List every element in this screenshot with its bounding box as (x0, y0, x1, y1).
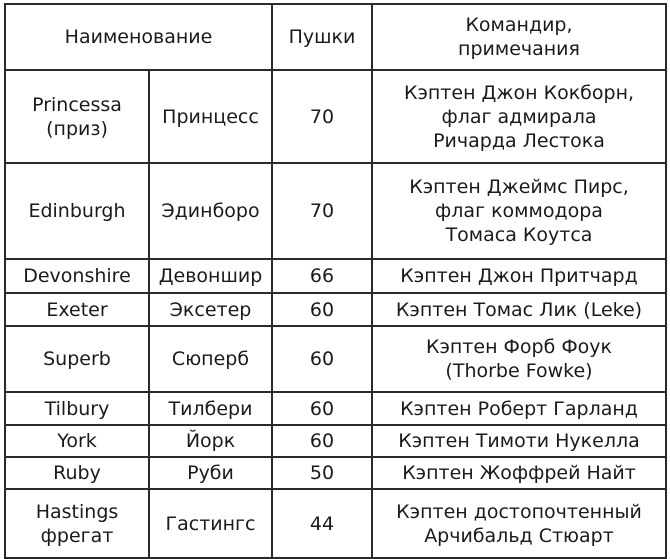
header-row (5, 4, 666, 70)
cell-guns: 60 (272, 425, 372, 457)
header-name: Наименование (5, 4, 272, 70)
cell-name-en: Princessa (приз) (5, 70, 149, 163)
table-row (5, 326, 666, 392)
cell-commander: Кэптен Роберт Гарланд (372, 392, 666, 425)
cell-guns: 60 (272, 392, 372, 425)
table-row (5, 163, 666, 259)
cell-commander: Кэптен Джон Притчард (372, 259, 666, 293)
table-row (5, 425, 666, 457)
table-row (5, 489, 666, 558)
cell-name-ru: Сюперб (149, 326, 272, 392)
cell-commander: Кэптен Форб Фоук (Thorbe Fowke) (372, 326, 666, 392)
cell-commander: Кэптен Джон Кокборн, флаг адмирала Ричарда Лестока (372, 70, 666, 163)
cell-name-en: Hastings фрегат (5, 489, 149, 558)
cell-name-ru: Гастингс (149, 489, 272, 558)
cell-name-ru: Йорк (149, 425, 272, 457)
cell-guns: 50 (272, 457, 372, 489)
cell-name-ru: Девоншир (149, 259, 272, 293)
cell-guns: 60 (272, 326, 372, 392)
cell-name-en: Tilbury (5, 392, 149, 425)
cell-commander: Кэптен Джеймс Пирс, флаг коммодора Томаса Коутса (372, 163, 666, 259)
header-guns: Пушки (272, 4, 372, 70)
cell-name-en: Devonshire (5, 259, 149, 293)
header-commander: Командир, примечания (372, 4, 666, 70)
cell-name-en: Exeter (5, 293, 149, 326)
cell-guns: 70 (272, 70, 372, 163)
table-row (5, 457, 666, 489)
table-row (5, 392, 666, 425)
cell-commander: Кэптен Томас Лик (Leke) (372, 293, 666, 326)
cell-name-en: Ruby (5, 457, 149, 489)
cell-name-ru: Тилбери (149, 392, 272, 425)
table-row (5, 293, 666, 326)
cell-guns: 70 (272, 163, 372, 259)
ships-table (4, 3, 667, 559)
cell-commander: Кэптен Жоффрей Найт (372, 457, 666, 489)
cell-name-en: Superb (5, 326, 149, 392)
cell-name-en: York (5, 425, 149, 457)
cell-name-ru: Руби (149, 457, 272, 489)
table-row (5, 70, 666, 163)
cell-name-ru: Эксетер (149, 293, 272, 326)
cell-commander: Кэптен достопочтенный Арчибальд Стюарт (372, 489, 666, 558)
cell-guns: 60 (272, 293, 372, 326)
cell-name-ru: Принцесс (149, 70, 272, 163)
cell-name-en: Edinburgh (5, 163, 149, 259)
cell-commander: Кэптен Тимоти Нукелла (372, 425, 666, 457)
table-row (5, 259, 666, 293)
cell-guns: 66 (272, 259, 372, 293)
cell-name-ru: Эдинборо (149, 163, 272, 259)
cell-guns: 44 (272, 489, 372, 558)
